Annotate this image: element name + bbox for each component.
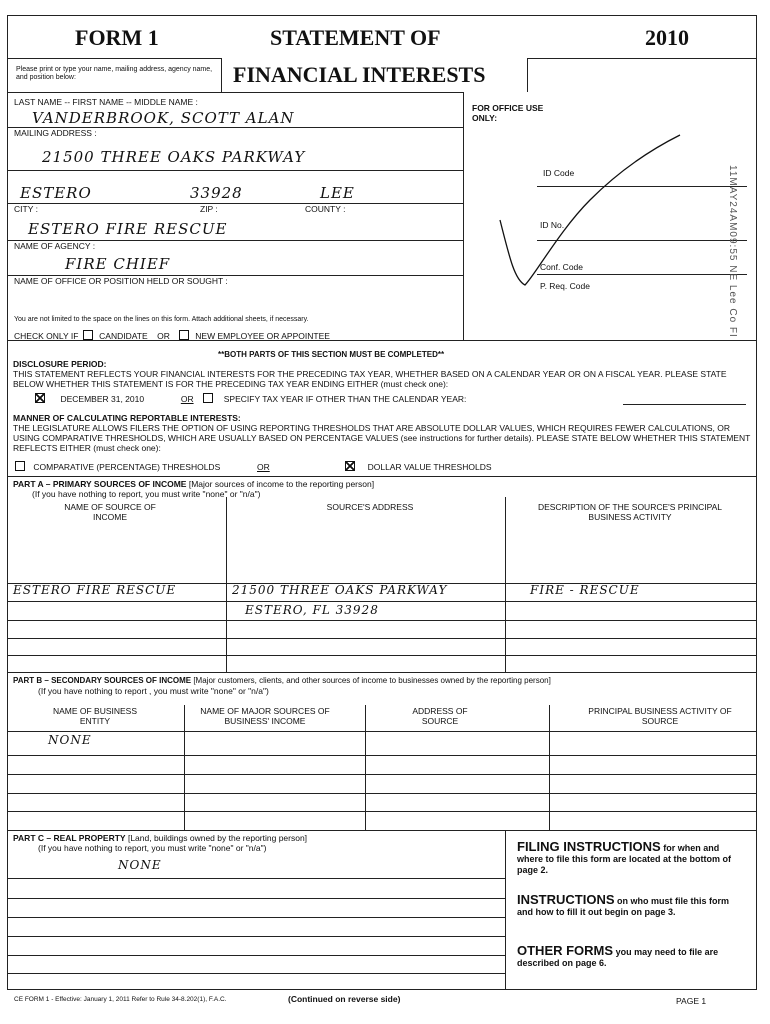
form-year: 2010: [645, 25, 689, 50]
manner-label: MANNER OF CALCULATING REPORTABLE INTERESTS:: [13, 413, 241, 423]
part-b-title: PART B – SECONDARY SOURCES OF INCOME: [13, 676, 192, 685]
instructions-text: on who must file this form and how to fill it out begin on page 3.: [517, 896, 730, 917]
part-a-description[interactable]: FIRE - RESCUE: [530, 583, 640, 597]
instructions-title: INSTRUCTIONS: [517, 892, 615, 907]
mailing-label: MAILING ADDRESS :: [14, 128, 97, 138]
part-c-title-note: [Land, buildings owned by the reporting person]: [127, 833, 308, 843]
part-b-title-note: [Major customers, clients, and other sources of income to businesses owned by the reporting person]: [193, 676, 551, 685]
office-use-label: FOR OFFICE USE ONLY:: [472, 103, 544, 123]
comparative-checkbox[interactable]: [15, 461, 25, 471]
part-a-title-note: [Major sources of income to the reporting person]: [188, 479, 375, 489]
position-value[interactable]: FIRE CHIEF: [65, 255, 171, 273]
not-limited-note: You are not limited to the space on the lines on this form. Attach additional sheets, if necessary.: [14, 316, 309, 323]
id-no-label: ID No.: [540, 220, 565, 230]
zip-label: ZIP :: [200, 204, 218, 214]
filing-instructions: [517, 841, 747, 876]
agency-value[interactable]: ESTERO FIRE RESCUE: [28, 220, 228, 238]
p-req-code-label: P. Req. Code: [540, 281, 590, 291]
print-note: Please print or type your name, mailing address, agency name, and position below:: [16, 66, 213, 81]
part-a-col1: NAME OF SOURCE OF INCOME: [64, 502, 156, 522]
received-stamp: 11MAY24AM09:55 NE Lee Co FI: [727, 165, 738, 338]
specify-label: SPECIFY TAX YEAR IF OTHER THAN THE CALENDAR YEAR:: [223, 394, 467, 404]
threshold-options: [15, 461, 492, 472]
part-a-address-line2[interactable]: ESTERO, FL 33928: [245, 603, 379, 617]
dec31-label: DECEMBER 31, 2010: [60, 394, 145, 404]
form-number: FORM 1: [75, 25, 159, 50]
part-a-title-row: [13, 479, 374, 489]
part-a-col2: SOURCE'S ADDRESS: [326, 502, 414, 512]
specify-line[interactable]: [623, 404, 746, 405]
part-a-col3: DESCRIPTION OF THE SOURCE'S PRINCIPAL BUSINESS ACTIVITY: [537, 502, 723, 522]
part-b-col1: NAME OF BUSINESS ENTITY: [52, 706, 138, 726]
manner-text: THE LEGISLATURE ALLOWS FILERS THE OPTION OF USING REPORTING THRESHOLDS THAT ARE ABSOLUTE DOLLAR VALUES, WHICH REQUIRES FEWER CALCULATIONS, OR USING COMPARATIVE THRESHOLDS, WHICH ARE USUALLY BASED ON PERCENTAGE VALUES (see instructions for further details). PLEASE STATE BELOW WHETHER THIS STATEMENT REFLECTS EITHER (must check one):: [13, 423, 751, 453]
footer-page: PAGE 1: [676, 996, 707, 1006]
both-parts-notice: **BOTH PARTS OF THIS SECTION MUST BE COMPLETED**: [218, 350, 445, 359]
new-employee-label: NEW EMPLOYEE OR APPOINTEE: [195, 331, 330, 341]
filing-instructions-text: for when and where to file this form are located at the bottom of page 2.: [517, 843, 732, 875]
title-line1: STATEMENT OF: [270, 25, 441, 50]
county-value[interactable]: LEE: [320, 184, 355, 202]
instructions: [517, 894, 747, 918]
city-value[interactable]: ESTERO: [20, 184, 92, 202]
filing-instructions-title: FILING INSTRUCTIONS: [517, 839, 661, 854]
part-b-value[interactable]: NONE: [48, 733, 92, 747]
id-code-label: ID Code: [543, 168, 575, 178]
part-c-value[interactable]: NONE: [118, 858, 162, 872]
new-employee-checkbox[interactable]: [179, 330, 189, 340]
part-a-address-line1[interactable]: 21500 THREE OAKS PARKWAY: [232, 583, 448, 597]
city-label: CITY :: [14, 204, 38, 214]
candidate-checkbox[interactable]: [83, 330, 93, 340]
position-label: NAME OF OFFICE OR POSITION HELD OR SOUGHT :: [14, 276, 228, 286]
part-b-title-row: [13, 676, 551, 686]
dollar-label: DOLLAR VALUE THRESHOLDS: [367, 462, 492, 472]
period-options: [35, 393, 466, 404]
conf-code-label: Conf. Code: [540, 262, 583, 272]
check-only-label: CHECK ONLY IF: [14, 331, 79, 341]
dollar-checkbox[interactable]: [345, 461, 355, 471]
part-c-title: PART C – REAL PROPERTY: [13, 833, 126, 843]
period-text: THIS STATEMENT REFLECTS YOUR FINANCIAL INTERESTS FOR THE PRECEDING TAX YEAR, WHETHER BASED ON A CALENDAR YEAR OR ON A FISCAL YEAR. PLEASE STATE BELOW WHETHER THIS STATEMENT IS FOR THE PRECEDING TAX YEAR ENDING EITHER (must check one):: [13, 369, 727, 389]
period-label: DISCLOSURE PERIOD:: [13, 359, 107, 369]
part-c-nothing: (If you have nothing to report, you must write "none" or "n/a"): [38, 843, 267, 853]
threshold-or-label: OR: [257, 462, 270, 472]
part-a-source-name[interactable]: ESTERO FIRE RESCUE: [13, 583, 177, 597]
other-tax-year-checkbox[interactable]: [203, 393, 213, 403]
period-or-label: OR: [180, 394, 194, 404]
part-b-col2: NAME OF MAJOR SOURCES OF BUSINESS' INCOME: [200, 706, 330, 726]
office-initial-mark: [490, 110, 690, 290]
part-b-col4: PRINCIPAL BUSINESS ACTIVITY OF SOURCE: [588, 706, 732, 726]
name-value[interactable]: VANDERBROOK, SCOTT ALAN: [32, 109, 295, 127]
or-label: OR: [157, 331, 170, 341]
county-label: COUNTY :: [305, 204, 346, 214]
other-forms-text: you may need to file are described on page 6.: [517, 947, 719, 968]
part-a-nothing: (If you have nothing to report, you must write "none" or "n/a"): [32, 489, 261, 499]
name-label: LAST NAME -- FIRST NAME -- MIDDLE NAME :: [14, 97, 198, 107]
other-forms-title: OTHER FORMS: [517, 943, 614, 958]
part-c-title-row: [13, 833, 307, 843]
title-line2: FINANCIAL INTERESTS: [233, 62, 486, 87]
footer-continued: (Continued on reverse side): [288, 994, 401, 1004]
part-b-nothing: (If you have nothing to report , you must write "none" or "n/a"): [38, 686, 269, 696]
dec31-checkbox[interactable]: [35, 393, 45, 403]
part-a-title: PART A – PRIMARY SOURCES OF INCOME: [13, 479, 187, 489]
other-forms: [517, 945, 747, 969]
part-b-col3: ADDRESS OF SOURCE: [412, 706, 468, 726]
footer-form-ref: CE FORM 1 - Effective: January 1, 2011 Refer to Rule 34-8.202(1), F.A.C.: [14, 996, 227, 1003]
mailing-value[interactable]: 21500 THREE OAKS PARKWAY: [42, 148, 306, 166]
zip-value[interactable]: 33928: [190, 184, 243, 202]
agency-label: NAME OF AGENCY :: [14, 241, 96, 251]
candidate-label: CANDIDATE: [99, 331, 148, 341]
comparative-label: COMPARATIVE (PERCENTAGE) THRESHOLDS: [33, 462, 221, 472]
